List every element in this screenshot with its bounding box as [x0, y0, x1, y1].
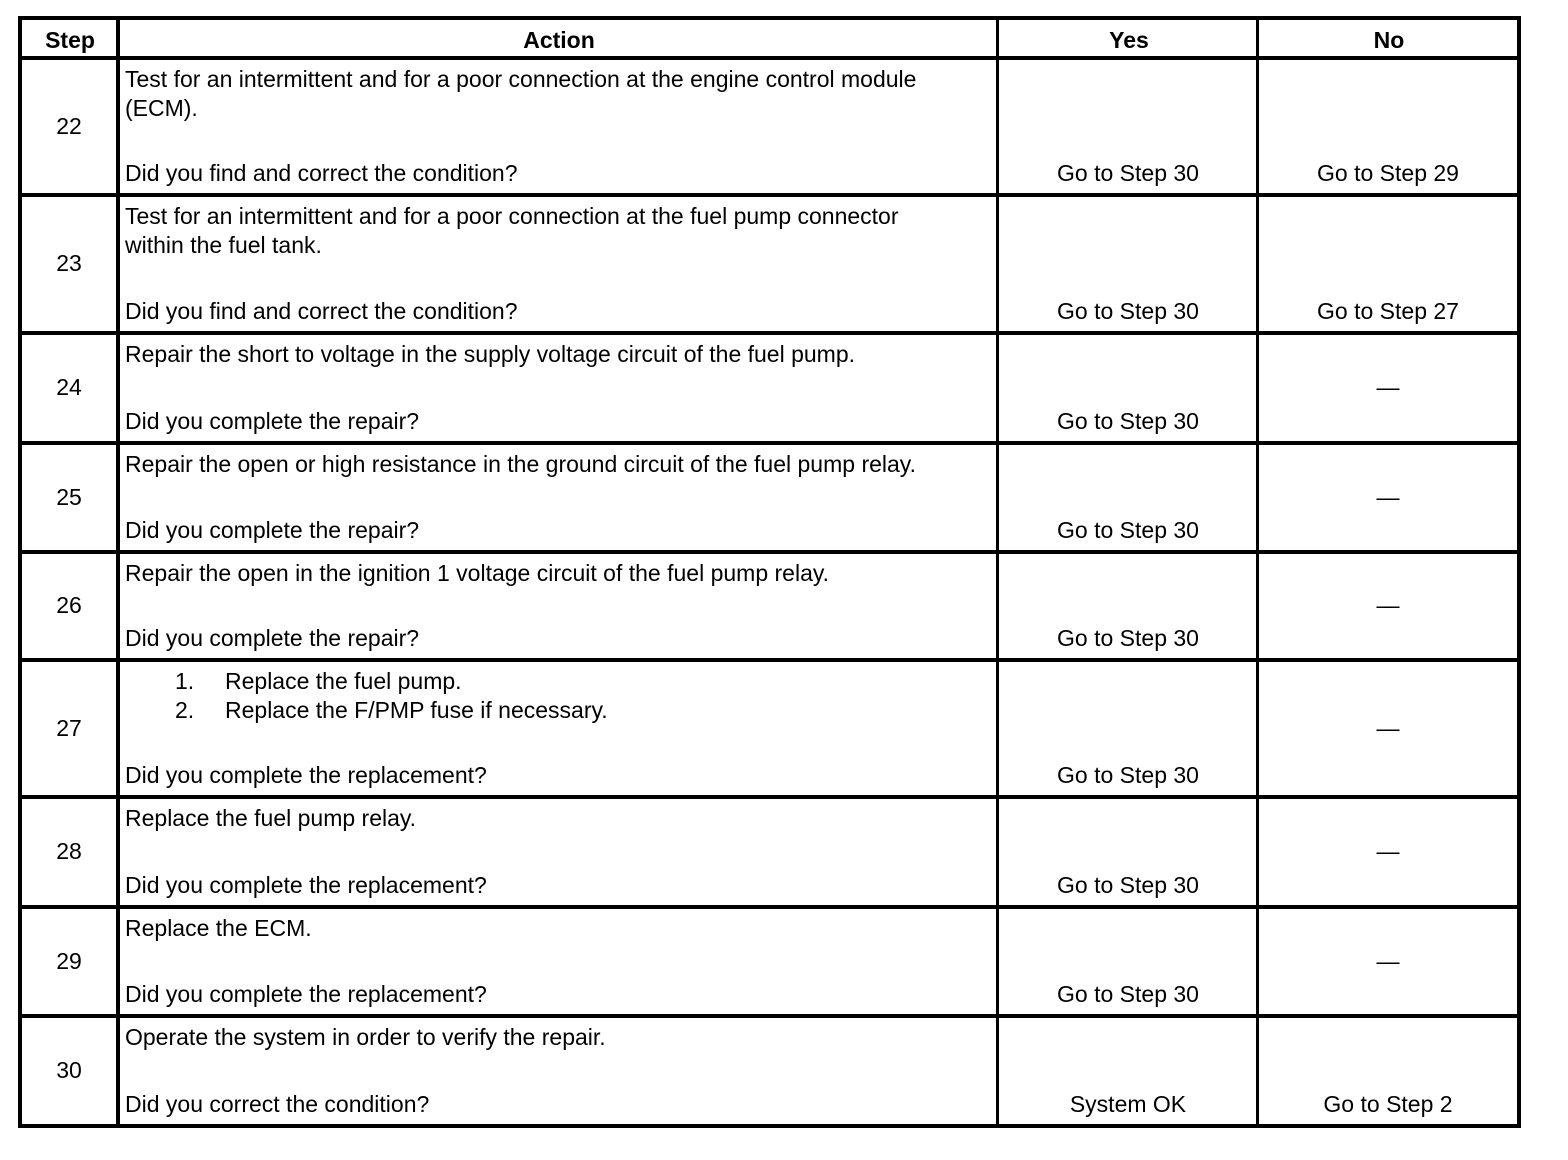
column-border	[1517, 16, 1521, 1128]
list-number: 1.	[175, 668, 195, 694]
column-border	[996, 16, 999, 1128]
no-result: —	[1376, 714, 1400, 741]
column-border	[116, 16, 120, 1128]
action-text: Repair the short to voltage in the supply voltage circuit of the fuel pump.	[125, 341, 856, 367]
column-border	[1256, 16, 1259, 1128]
question-text: Did you complete the replacement?	[125, 872, 487, 898]
yes-result: Go to Step 30	[1057, 298, 1199, 324]
row-border	[18, 331, 1521, 335]
question-text: Did you complete the repair?	[125, 408, 420, 434]
step-number: 25	[56, 483, 82, 510]
action-text: within the fuel tank.	[125, 232, 322, 258]
yes-result: System OK	[1069, 1091, 1187, 1117]
step-number: 27	[56, 714, 82, 741]
action-text: Test for an intermittent and for a poor connection at the engine control module	[125, 66, 917, 92]
diagnostic-table	[18, 16, 1521, 1128]
list-number: 2.	[175, 697, 195, 723]
row-border	[18, 905, 1521, 909]
step-number: 23	[56, 250, 82, 276]
no-result: —	[1376, 483, 1400, 510]
action-text: Replace the fuel pump relay.	[125, 805, 417, 831]
question-text: Did you complete the repair?	[125, 517, 420, 543]
list-item: Replace the F/PMP fuse if necessary.	[225, 697, 608, 723]
no-result: —	[1376, 838, 1400, 864]
yes-result: Go to Step 30	[1057, 160, 1199, 186]
no-result: —	[1376, 592, 1400, 618]
no-result: —	[1376, 374, 1400, 400]
row-border	[18, 193, 1521, 197]
row-border	[18, 441, 1521, 445]
question-text: Did you find and correct the condition?	[125, 298, 518, 324]
action-text: Operate the system in order to verify the repair.	[125, 1024, 606, 1050]
yes-result: Go to Step 30	[1057, 408, 1199, 434]
yes-result: Go to Step 30	[1057, 762, 1199, 788]
action-text: Repair the open or high resistance in the ground circuit of the fuel pump relay.	[125, 451, 916, 477]
no-result: Go to Step 27	[1317, 298, 1459, 324]
header-action: Action	[523, 27, 595, 53]
question-text: Did you complete the repair?	[125, 625, 420, 651]
yes-result: Go to Step 30	[1057, 981, 1199, 1007]
header-yes: Yes	[1109, 27, 1149, 53]
step-number: 26	[56, 592, 82, 618]
action-text: Replace the ECM.	[125, 915, 312, 941]
step-number: 28	[56, 838, 82, 864]
row-border	[18, 1124, 1521, 1128]
action-text: Test for an intermittent and for a poor connection at the fuel pump connector	[125, 203, 899, 229]
action-text: Repair the open in the ignition 1 voltage circuit of the fuel pump relay.	[125, 560, 830, 586]
no-result: Go to Step 2	[1323, 1091, 1453, 1117]
question-text: Did you correct the condition?	[125, 1091, 430, 1117]
step-number: 24	[56, 374, 82, 400]
header-step: Step	[45, 27, 95, 53]
row-border	[18, 1014, 1521, 1018]
question-text: Did you complete the replacement?	[125, 762, 487, 788]
list-item: Replace the fuel pump.	[225, 668, 462, 694]
yes-result: Go to Step 30	[1057, 872, 1199, 898]
step-number: 29	[56, 947, 82, 974]
no-result: Go to Step 29	[1317, 160, 1459, 186]
step-number: 30	[56, 1057, 82, 1083]
row-border	[18, 16, 1521, 20]
yes-result: Go to Step 30	[1057, 625, 1199, 651]
row-border	[18, 658, 1521, 662]
question-text: Did you complete the replacement?	[125, 981, 487, 1007]
no-result: —	[1376, 947, 1400, 974]
action-text: (ECM).	[125, 95, 198, 121]
question-text: Did you find and correct the condition?	[125, 160, 518, 186]
yes-result: Go to Step 30	[1057, 517, 1199, 543]
row-border	[18, 550, 1521, 554]
header-no: No	[1373, 27, 1405, 53]
step-number: 22	[56, 112, 82, 139]
row-border	[18, 795, 1521, 799]
row-border	[18, 56, 1521, 60]
